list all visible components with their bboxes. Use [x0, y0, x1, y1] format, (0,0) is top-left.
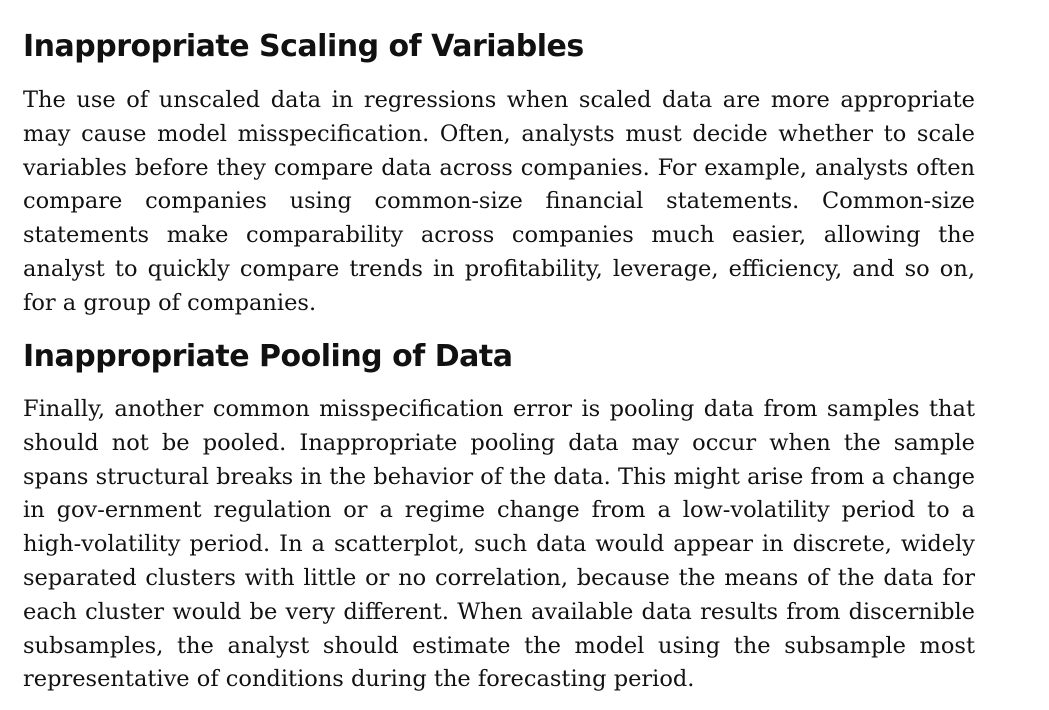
section-paragraph-pooling: Finally, another common misspecification error is pooling data from samples that should not be pooled. Inappropriate pooling data may occur when the sample spans structural breaks in the behavior of the data. This might arise from a change in gov-ernment regulation or a regime change from a low-volatility period to a high-volatility period. In a scatterplot, such data would appear in discrete, widely separated clusters with little or no correlation, because the means of the data for each cluster would be very different. When available data results from discernible subsamples, the analyst should estimate the model using the subsample most representative of conditions during the forecasting period.	[23, 396, 975, 693]
section-heading-pooling: Inappropriate Pooling of Data	[23, 339, 513, 374]
section-paragraph-scaling: The use of unscaled data in regressions when scaled data are more appropriate may cause model misspecification. Often, analysts must decide whether to scale variables before they compare data across companies. For example, analysts often compare companies using common-size financial statements. Common-size statements make comparability across companies much easier, allowing the analyst to quickly compare trends in profitability, leverage, efficiency, and so on, for a group of companies.	[23, 87, 975, 316]
section-heading-scaling: Inappropriate Scaling of Variables	[23, 29, 584, 64]
